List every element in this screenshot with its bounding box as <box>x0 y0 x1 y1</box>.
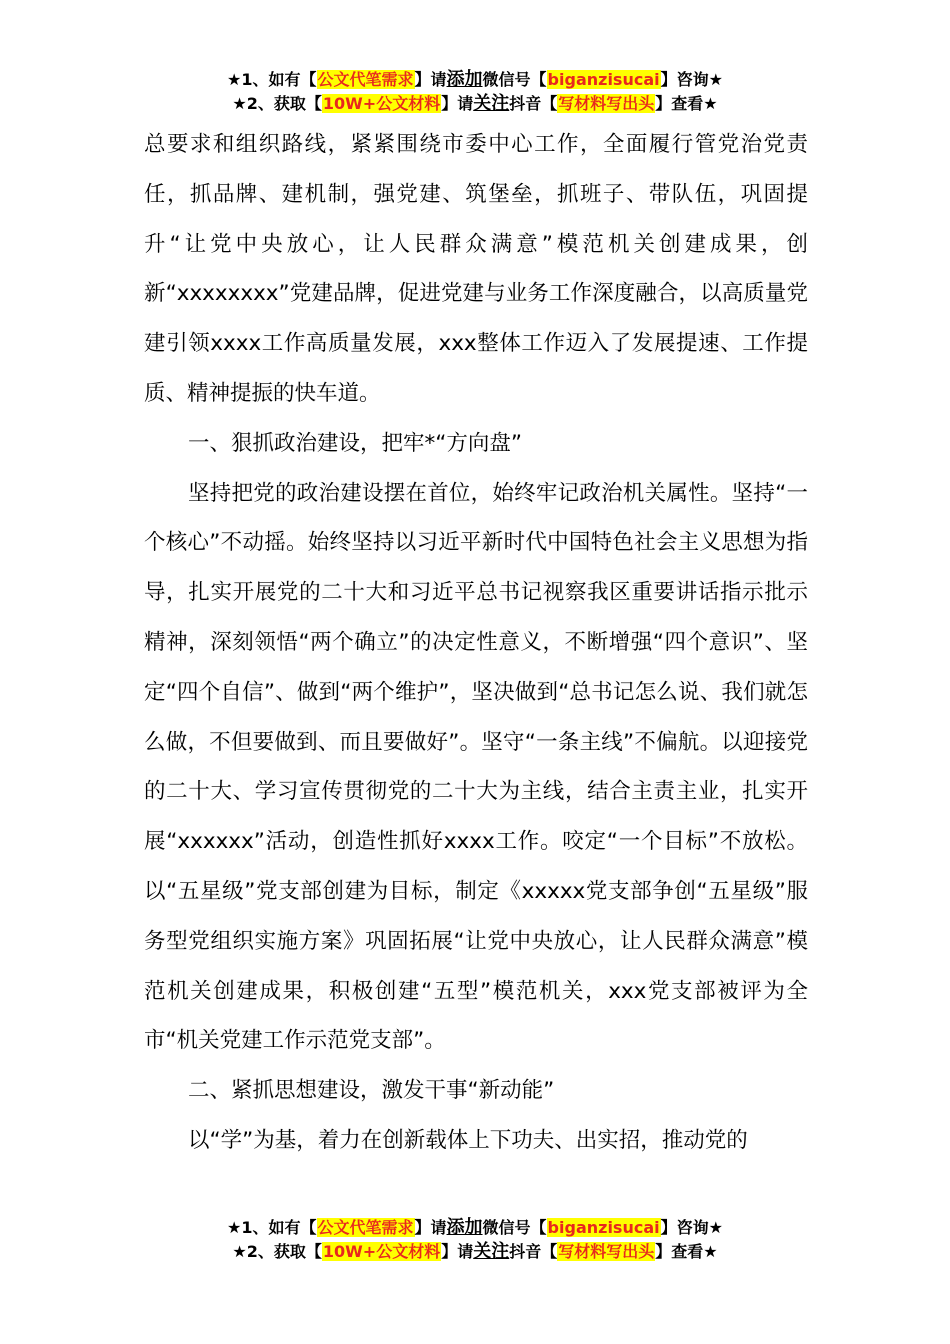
banner-text: ★2、获取【 <box>232 1242 322 1261</box>
banner-text: 】请 <box>414 1218 447 1237</box>
banner-line-2 <box>0 92 950 116</box>
banner-text: ★1、如有【 <box>227 70 317 89</box>
banner-line-1 <box>0 1216 950 1240</box>
banner-text: ★1、如有【 <box>227 1218 317 1237</box>
banner-highlight: 公文代笔需求 <box>317 70 414 89</box>
banner-emphasis: 添加 <box>446 69 483 90</box>
banner-text: 抖音【 <box>509 1242 558 1261</box>
banner-text: 】查看★ <box>655 94 718 113</box>
footer-banner <box>0 1216 950 1264</box>
document-body <box>144 120 808 1166</box>
banner-highlight: 写材料写出头 <box>558 1242 655 1261</box>
section-heading-2: 二、紧抓思想建设，激发干事“新动能” <box>188 1078 555 1104</box>
banner-highlight: 10W+公文材料 <box>322 1242 441 1261</box>
banner-text: 】查看★ <box>655 1242 718 1261</box>
banner-highlight: 10W+公文材料 <box>322 94 441 113</box>
banner-line-2 <box>0 1240 950 1264</box>
banner-highlight: biganzisucai <box>547 70 660 89</box>
section-heading-1: 一、狠抓政治建设，把牢*“方向盘” <box>188 430 523 456</box>
banner-text: 】咨询★ <box>660 70 723 89</box>
paragraph-thought-building: 以“学”为基，着力在创新载体上下功夫、出实招，推动党的 <box>188 1127 748 1153</box>
banner-text: 微信号【 <box>482 1218 547 1237</box>
banner-emphasis: 关注 <box>473 1241 510 1262</box>
banner-line-1 <box>0 68 950 92</box>
banner-emphasis: 添加 <box>446 1217 483 1238</box>
banner-highlight: biganzisucai <box>547 1218 660 1237</box>
header-banner <box>0 68 950 116</box>
banner-highlight: 写材料写出头 <box>558 94 655 113</box>
banner-text: 】请 <box>441 94 474 113</box>
banner-text: 】咨询★ <box>660 1218 723 1237</box>
banner-text: 】请 <box>414 70 447 89</box>
banner-highlight: 公文代笔需求 <box>317 1218 414 1237</box>
banner-text: 微信号【 <box>482 70 547 89</box>
paragraph-political-building: 坚持把党的政治建设摆在首位，始终牢记政治机关属性。坚持“一个核心”不动摇。始终坚持以习近平新时代中国特色社会主义思想为指导，扎实开展党的二十大和习近平总书记视察我区重要讲话指示批示精神，深刻领悟“两个确立”的决定性意义，不断增强“四个意识”、坚定“四个自信”、做到“两个维护”，坚决做到“总书记怎么说、我们就怎么做，不但要做到、而且要做好”。坚守“一条主线”不偏航。以迎接党的二十大、学习宣传贯彻党的二十大为主线，结合主责主业，扎实开展“xxxxxx”活动，创造性抓好xxxx工作。咬定“一个目标”不放松。以“五星级”党支部创建为目标，制定《xxxxx党支部争创“五星级”服务型党组织实施方案》巩固拓展“让党中央放心，让人民群众满意”模范机关创建成果，积极创建“五型”模范机关，xxx党支部被评为全市“机关党建工作示范党支部”。 <box>144 480 808 1054</box>
banner-text: 】请 <box>441 1242 474 1261</box>
paragraph-continuation: 总要求和组织路线，紧紧围绕市委中心工作，全面履行管党治党责任，抓品牌、建机制，强党建、筑堡垒，抓班子、带队伍，巩固提升“让党中央放心，让人民群众满意”模范机关创建成果，创新“xxxxxxxx”党建品牌，促进党建与业务工作深度融合，以高质量党建引领xxxx工作高质量发展，xxx整体工作迈入了发展提速、工作提质、精神提振的快车道。 <box>144 132 808 406</box>
banner-text: ★2、获取【 <box>232 94 322 113</box>
banner-text: 抖音【 <box>509 94 558 113</box>
banner-emphasis: 关注 <box>473 93 510 114</box>
